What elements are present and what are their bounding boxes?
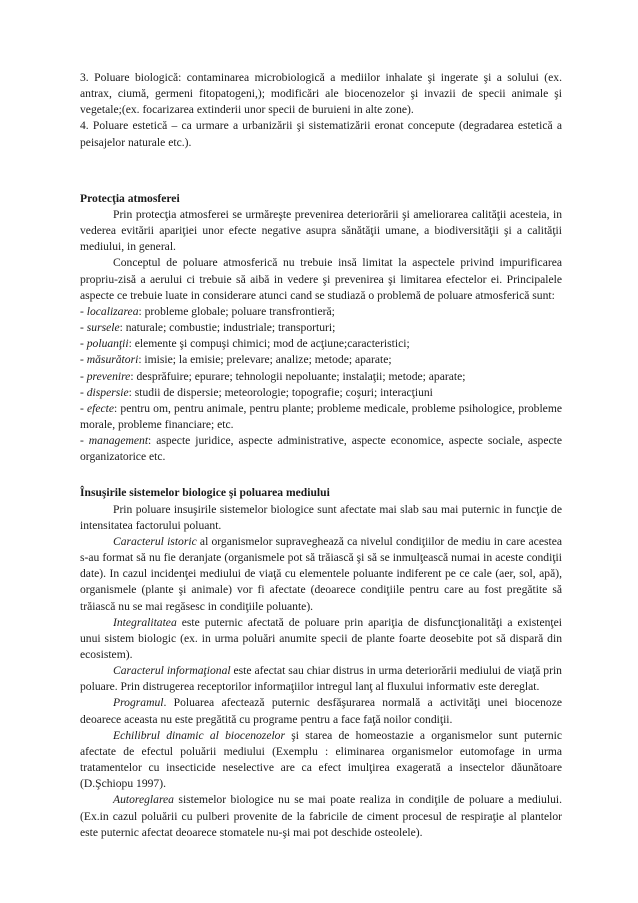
- property-text: este afectat sau chiar distrus in urma deteriorării mediului de viaţă prin poluare. Prin distrugerea receptorilor informaţiilor intregul lanţ al fluxului informativ este dereglat.: [80, 664, 562, 694]
- property-text: . Poluarea afectează puternic desfăşurarea normală a activităţi unei biocenoze deoarece aceasta nu este pregătită cu programe pentru a face faţă noilor condiţii.: [80, 696, 562, 726]
- property-text: al organismelor supraveghează ca nivelul condiţiilor de mediu in care acestea s-au format să nu fie deranjate (organismele pot să trăiască şi să se inmulţească numai in aceste condiţii date). In cazul incidenţei mediului de viaţă cu elementele poluante indiferent pe ce cale (aer, sol, apă), organismele (plante şi animale) vor fi afectate (deoarece condiţiile pentru care au fost pregătite să trăiască nu se mai regăsesc in condiţiile poluante).: [80, 534, 562, 613]
- list-item: [80, 320, 562, 336]
- property-text: şi starea de homeostazie a organismelor sunt puternic afectate de efectul poluării mediului (Exemplu : eliminarea organismelor eutomofage in urma tratamentelor cu insecticide neselective are ca efect imulţirea exagerată a insectelor dăunătoare (D.Şchiopu 1997).: [80, 728, 563, 791]
- atmosphere-paragraph-1: Prin protecţia atmosferei se urmăreşte prevenirea deteriorării şi ameliorarea calităţii acesteia, in vederea evitării apariţiei unor efecte negative asupra sănătăţii umane, a biodiversităţii şi a calităţii mediului, in general.: [80, 207, 562, 254]
- list-item-term: - sursele: [80, 321, 120, 335]
- property-text: sistemelor biologice nu se mai poate realiza in condiţile de poluare a mediului.(Ex.in cazul poluării cu pulberi provenite de la fabricile de ciment procesul de respiraţie al plantelor este puternic afectat deoarece stomatele nu-şi mai pot deschide osteolele).: [80, 793, 562, 839]
- section-heading-atmosphere: Protecţia atmosferei: [80, 191, 180, 205]
- intro-paragraph-aesthetic: 4. Poluare estetică – ca urmare a urbanizării şi sistematizării eronat concepute (degradarea estetică a peisajelor naturale etc.).: [80, 119, 562, 149]
- property-text: este puternic afectată de poluare prin apariţia de disfuncţionalităţi a existenţei unui sistem biologic (ex. in urma poluări anumite specii de plante foarte deosebite pot să dispară din ecosistem).: [80, 615, 562, 661]
- list-item-text: : pentru om, pentru animale, pentru plante; probleme medicale, probleme psihologice, probleme morale, probleme financiare; etc.: [80, 401, 562, 431]
- list-item-term: - măsurători: [80, 353, 139, 367]
- property-paragraph-equilibrium: [80, 728, 562, 793]
- list-item-text: : studii de dispersie; meteorologie; topografie; coşuri; interacţiuni: [128, 385, 433, 399]
- property-term: Autoreglarea: [113, 793, 174, 807]
- property-term: Caracterul informaţional: [113, 664, 231, 678]
- list-item: [80, 433, 562, 465]
- list-item-term: - efecte: [80, 401, 115, 415]
- property-term: Caracterul istoric: [113, 534, 197, 548]
- aspects-list: [80, 304, 562, 466]
- property-term: Programul: [113, 696, 164, 710]
- property-paragraph-informational: [80, 663, 562, 695]
- list-item-term: - management: [80, 434, 149, 448]
- list-item-text: : imisie; la emisie; prelevare; analize; metode; aparate;: [138, 353, 392, 367]
- list-item-term: - prevenire: [80, 369, 131, 383]
- list-item-text: : aspecte juridice, aspecte administrative, aspecte economice, aspecte sociale, aspecte organizatorice etc.: [80, 434, 562, 464]
- list-item-term: - poluanţii: [80, 337, 129, 351]
- list-item: [80, 385, 562, 401]
- list-item: [80, 401, 562, 433]
- biological-systems-paragraph-intro: Prin poluare insuşirile sistemelor biologice sunt afectate mai slab sau mai puternic in funcţie de intensitatea factorului poluant.: [80, 502, 562, 532]
- list-item-text: : probleme globale; poluare transfrontieră;: [138, 304, 335, 318]
- property-term: Echilibrul dinamic al biocenozelor: [113, 728, 285, 742]
- section-heading-biological-systems: Însuşirile sistemelor biologice şi poluarea mediului: [80, 486, 330, 500]
- list-item: [80, 352, 562, 368]
- property-paragraph-integrality: [80, 615, 562, 663]
- list-item: [80, 336, 562, 352]
- list-item-term: - localizarea: [80, 304, 139, 318]
- document-page: [80, 70, 562, 841]
- list-item: [80, 304, 562, 320]
- atmosphere-paragraph-2: Conceptul de poluare atmosferică nu trebuie insă limitat la aspectele privind impurificarea propriu-zisă a aerului ci trebuie să aibă in vedere şi prevenirea şi limitarea efectelor ei. Principalele aspecte ce trebuie luate in considerare atunci cand se studiază o problemă de poluare atmosferică sunt:: [80, 256, 562, 302]
- property-term: Integralitatea: [113, 615, 177, 629]
- list-item-term: - dispersie: [80, 385, 129, 399]
- list-item-text: : elemente şi compuşi chimici; mod de acţiune;caracteristici;: [128, 337, 410, 351]
- property-paragraph-autoregulation: [80, 792, 562, 840]
- property-paragraph-historical: [80, 534, 562, 615]
- list-item-text: : desprăfuire; epurare; tehnologii nepoluante; instalaţii; metode; aparate;: [130, 369, 466, 383]
- list-item: [80, 369, 562, 385]
- intro-paragraph-biological: 3. Poluare biologică: contaminarea microbiologică a mediilor inhalate şi ingerate şi a solului (ex. antrax, ciumă, germeni fitopatogeni,); modificări ale biocenozelor şi invazii de specii animale şi vegetale;(ex. focarizarea extinderii unor specii de buruieni in alte zone).: [80, 71, 562, 117]
- property-paragraph-program: [80, 695, 562, 727]
- list-item-text: : naturale; combustie; industriale; transporturi;: [119, 321, 336, 335]
